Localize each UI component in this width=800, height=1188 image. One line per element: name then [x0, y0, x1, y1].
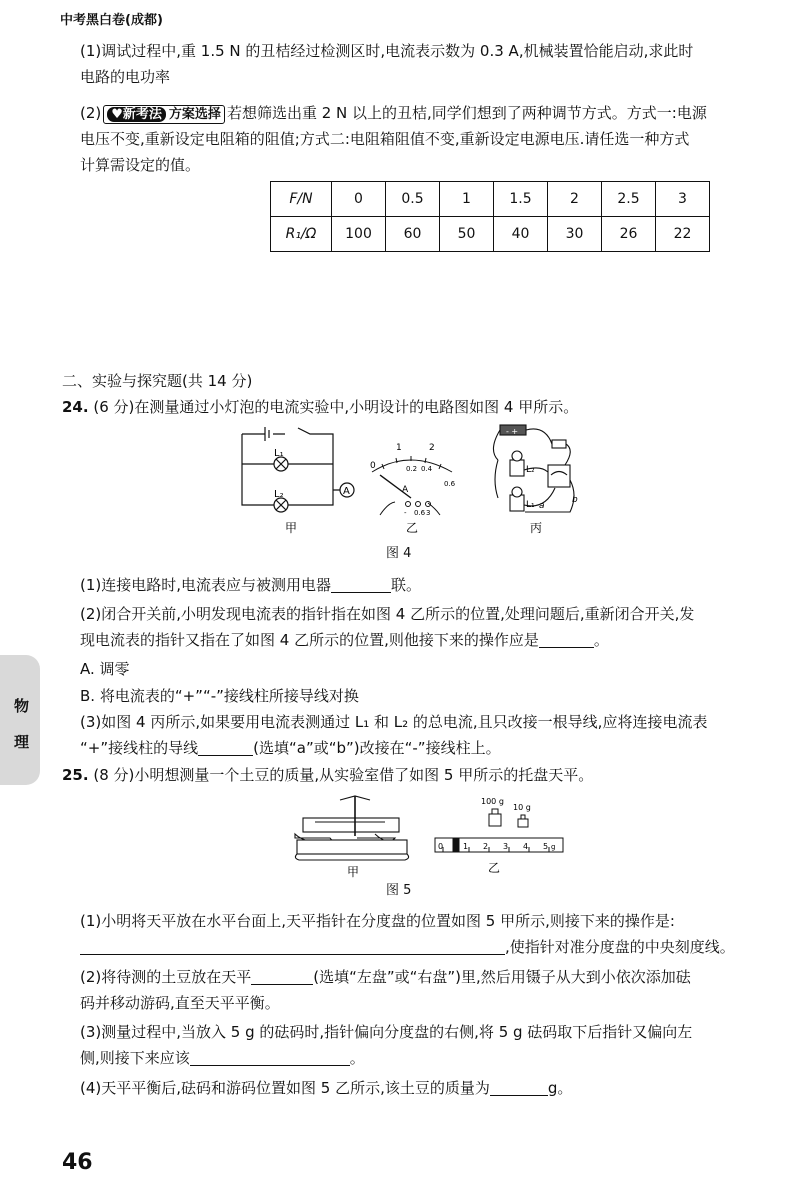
- fig4-label-bing: 丙: [530, 521, 543, 535]
- label-L1: L₁: [274, 448, 284, 459]
- answer-blank[interactable]: [331, 576, 391, 593]
- q-prev-part2-line3: 计算需设定的值。: [80, 156, 201, 174]
- table-cell: 1.5: [494, 182, 548, 217]
- q25-part3-text: 侧,则接下来应该: [80, 1049, 190, 1067]
- circuit-diagram-jia: [242, 427, 354, 512]
- q24-part2-text: 现电流表的指针又指在了如图 4 乙所示的位置,则他接下来的操作应是: [80, 631, 539, 649]
- scale-0-2: 0.2: [406, 465, 418, 473]
- table-row: [271, 182, 710, 217]
- answer-blank[interactable]: [190, 1049, 350, 1066]
- ruler-mark-2: 2: [483, 842, 489, 851]
- meter-symbol-A: A: [402, 485, 409, 495]
- table-cell: 2: [548, 182, 602, 217]
- table-cell: 0.5: [386, 182, 440, 217]
- terminal-minus: -: [404, 509, 407, 517]
- q25-part2-line2: 码并移动游码,直至天平平衡。: [80, 994, 280, 1012]
- battery-terminals: - +: [506, 427, 519, 436]
- q25-part2-text: (2)将待测的土豆放在天平: [80, 968, 252, 986]
- method-tag-label: 方案选择: [168, 107, 221, 122]
- q25-part1-end: ,使指针对准分度盘的中央刻度线。: [505, 938, 735, 956]
- q-prev-part1-line1: (1)调试过程中,重 1.5 N 的丑桔经过检测区时,电流表示数为 0.3 A,机械装置恰能启动,求此时: [80, 42, 694, 60]
- scale-0: 0: [370, 461, 376, 471]
- answer-blank[interactable]: [251, 968, 313, 985]
- table-header-force: F/N: [271, 182, 332, 217]
- scale-0-4: 0.4: [421, 465, 433, 473]
- q25-number: 25.: [62, 766, 89, 784]
- table-cell: 0: [332, 182, 386, 217]
- ruler-mark-1: 1: [463, 842, 469, 851]
- fig4-label-yi: 乙: [406, 521, 419, 535]
- scale-1: 1: [396, 443, 402, 453]
- table-header-resistance: R₁/Ω: [271, 217, 332, 252]
- method-tag: [103, 105, 225, 124]
- q25-stem-text: (8 分)小明想测量一个土豆的质量,从实验室借了如图 5 甲所示的托盘天平。: [93, 766, 594, 784]
- fig4-label-jia: 甲: [285, 521, 298, 535]
- fig4-caption: 图 4: [386, 546, 412, 561]
- q24-number: 24.: [62, 398, 89, 416]
- q25-part4-end: g。: [547, 1079, 573, 1097]
- ruler-mark-4: 4: [523, 842, 529, 851]
- q25-part2-line1: [80, 966, 691, 988]
- q-prev-part2-line1: [80, 102, 707, 124]
- q24-part2-end: 。: [593, 631, 609, 649]
- table-row: [271, 217, 710, 252]
- q-prev-part2-prefix: (2): [80, 104, 102, 122]
- q24-part3-end: (选填“a”或“b”)改接在“-”接线柱上。: [253, 739, 501, 757]
- q25-part4: [80, 1077, 572, 1099]
- q24-option-b: B. 将电流表的“+”“-”接线柱所接导线对换: [80, 687, 359, 705]
- fig5-label-yi: 乙: [488, 861, 501, 875]
- table-cell: 22: [656, 217, 710, 252]
- q25-part1-line2: [80, 936, 735, 958]
- q25-part4-text: (4)天平平衡后,砝码和游码位置如图 5 乙所示,该土豆的质量为: [80, 1079, 490, 1097]
- table-cell: 50: [440, 217, 494, 252]
- q25-part3-end: 。: [349, 1049, 365, 1067]
- weight-10g-label: 10 g: [513, 803, 531, 812]
- wire-label-b: b: [572, 495, 578, 505]
- table-cell: 1: [440, 182, 494, 217]
- q-prev-part2-text1: 若想筛选出重 2 N 以上的丑桔,同学们想到了两种调节方式。方式一:电源: [226, 104, 707, 122]
- q25-part1-line1: (1)小明将天平放在水平台面上,天平指针在分度盘的位置如图 5 甲所示,则接下来的操作是:: [80, 912, 675, 930]
- force-resistance-table: [270, 181, 710, 252]
- scale-2: 2: [429, 443, 435, 453]
- figure-4: [230, 420, 580, 535]
- q24-part1-text: (1)连接电路时,电流表应与被测用电器: [80, 576, 332, 594]
- q24-part1-end: 联。: [391, 576, 422, 594]
- balance-scale-jia: [295, 796, 409, 860]
- fig5-label-jia: 甲: [347, 865, 360, 879]
- q24-part3-text: “+”接线柱的导线: [80, 739, 199, 757]
- answer-blank[interactable]: [539, 631, 594, 648]
- section-title: 二、实验与探究题(共 14 分): [62, 372, 253, 390]
- table-cell: 40: [494, 217, 548, 252]
- ruler-mark-0: 0: [438, 842, 444, 851]
- q25-stem: [62, 764, 593, 786]
- scale-0-6: 0.6: [444, 480, 456, 488]
- q25-part3-line1: (3)测量过程中,当放入 5 g 的砝码时,指针偏向分度盘的右侧,将 5 g 砝码取下后指针又偏向左: [80, 1023, 693, 1041]
- table-cell: 60: [386, 217, 440, 252]
- q24-part3-line2: [80, 737, 501, 759]
- q24-part3-line1: (3)如图 4 丙所示,如果要用电流表测通过 L₁ 和 L₂ 的总电流,且只改接一根导线,应将连接电流表: [80, 713, 708, 731]
- side-tab-char1: 物: [14, 697, 30, 715]
- q25-part3-line2: [80, 1047, 365, 1069]
- label-L2: L₂: [274, 489, 284, 500]
- terminal-3: 3: [426, 509, 431, 517]
- bing-label-L2: L₂: [526, 465, 535, 475]
- side-tab-char2: 理: [14, 733, 30, 751]
- q-prev-part2-line2: 电压不变,重新设定电阻箱的阻值;方式二:电阻箱阻值不变,重新设定电源电压.请任选一种方式: [80, 130, 690, 148]
- figure-5: [285, 788, 565, 880]
- answer-blank[interactable]: [198, 739, 253, 756]
- subject-side-tab: [0, 655, 40, 785]
- page-number: 46: [62, 1150, 93, 1175]
- fig5-caption: 图 5: [386, 883, 412, 898]
- table-cell: 2.5: [602, 182, 656, 217]
- terminal-0-6: 0.6: [414, 509, 426, 517]
- new-method-badge: ♥新考法: [107, 107, 166, 122]
- table-cell: 30: [548, 217, 602, 252]
- table-cell: 3: [656, 182, 710, 217]
- q24-stem-text: (6 分)在测量通过小灯泡的电流实验中,小明设计的电路图如图 4 甲所示。: [93, 398, 579, 416]
- ruler-unit: g: [551, 843, 556, 851]
- table-cell: 26: [602, 217, 656, 252]
- ruler-mark-3: 3: [503, 842, 509, 851]
- q24-option-a: A. 调零: [80, 660, 130, 678]
- weight-100g-label: 100 g: [481, 797, 504, 806]
- wire-label-a: a: [539, 501, 545, 511]
- q24-part1: [80, 574, 421, 596]
- q-prev-part1-line2: 电路的电功率: [80, 68, 171, 86]
- ammeter-symbol: A: [343, 486, 350, 497]
- q24-stem: [62, 396, 578, 418]
- bing-label-L1: L₁: [526, 500, 535, 510]
- answer-blank[interactable]: [80, 938, 505, 955]
- table-cell: 100: [332, 217, 386, 252]
- ruler-mark-5: 5: [543, 842, 549, 851]
- answer-blank[interactable]: [490, 1079, 548, 1096]
- page-header: 中考黑白卷(成都): [60, 13, 163, 28]
- q24-part2-line2: [80, 629, 609, 651]
- q24-part2-line1: (2)闭合开关前,小明发现电流表的指针指在如图 4 乙所示的位置,处理问题后,重新闭合开关,发: [80, 605, 695, 623]
- q25-part2-rest: (选填“左盘”或“右盘”)里,然后用镊子从大到小依次添加砝: [313, 968, 691, 986]
